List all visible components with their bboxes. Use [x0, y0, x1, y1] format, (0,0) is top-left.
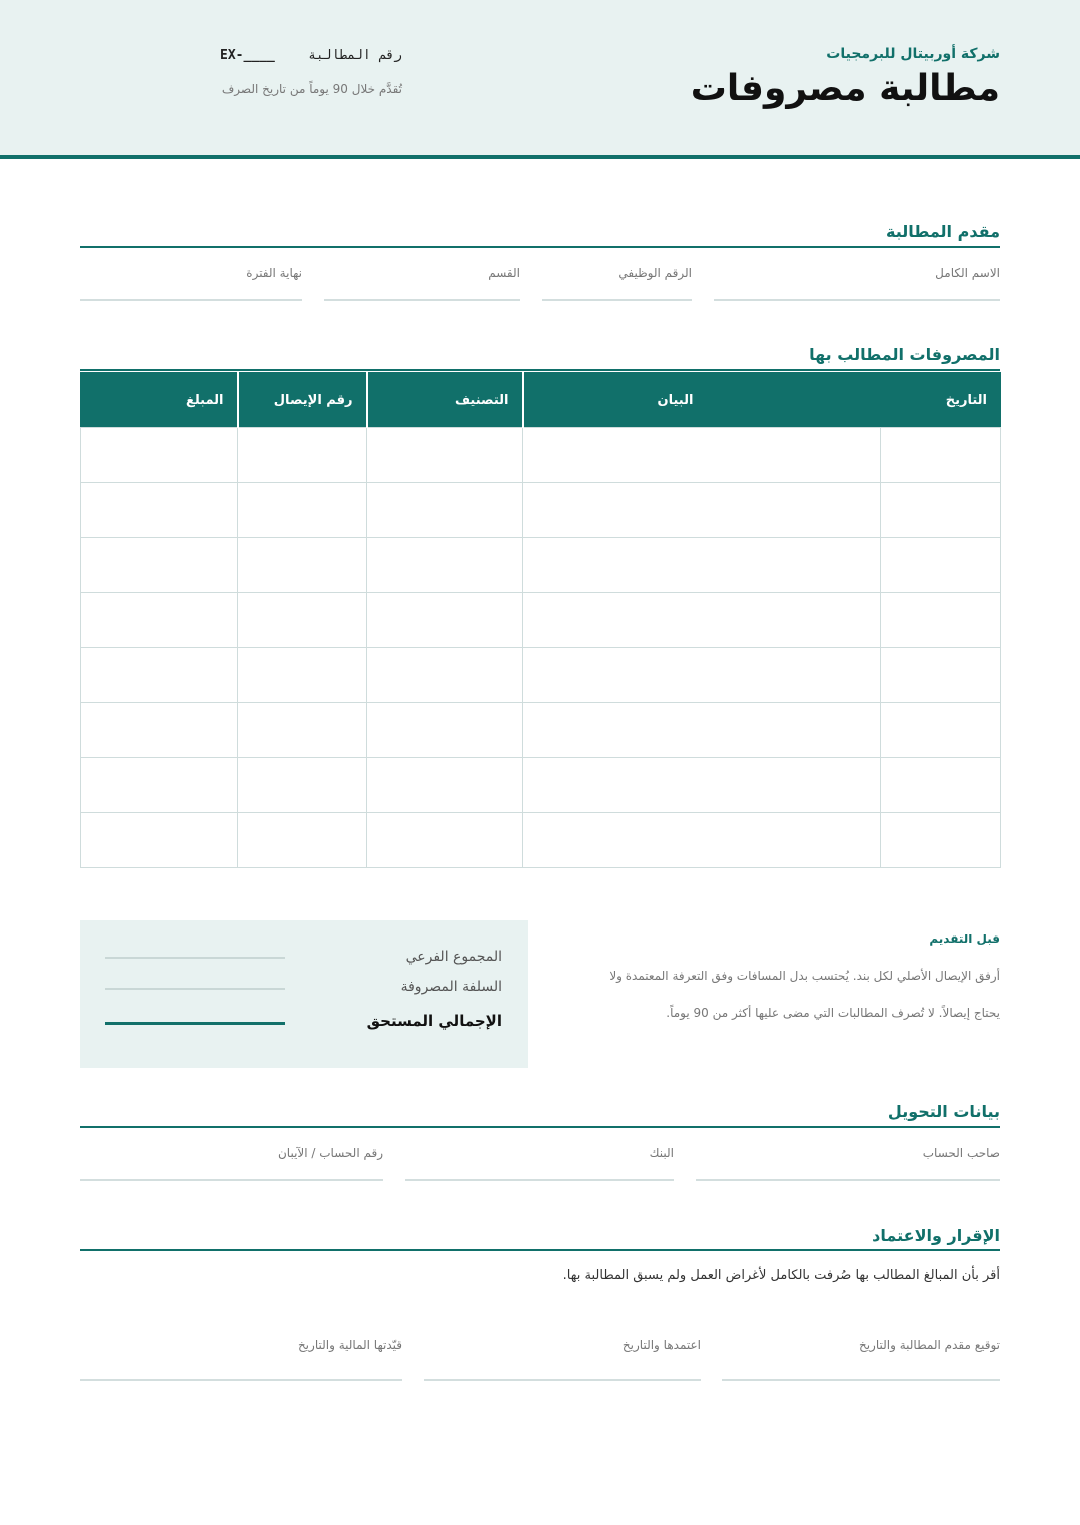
approval-section-title: الإقرار والاعتماد: [872, 1226, 1000, 1245]
transfer-section-title: بيانات التحويل: [887, 1102, 1000, 1121]
employee-id-label: الرقم الوظيفي: [618, 266, 692, 280]
advance-field[interactable]: [105, 988, 285, 990]
receipt-cell[interactable]: [238, 703, 367, 758]
description-cell[interactable]: [523, 483, 881, 538]
date-cell[interactable]: [881, 538, 1001, 593]
table-row: [81, 703, 1001, 758]
table-row: [81, 648, 1001, 703]
claim-number: [220, 48, 402, 63]
date-cell[interactable]: [881, 593, 1001, 648]
description-cell[interactable]: [523, 648, 881, 703]
table-row: [81, 428, 1001, 483]
claim-number-label: رقم المطالبة: [308, 48, 402, 63]
header-rule: [0, 155, 1080, 159]
date-cell[interactable]: [881, 703, 1001, 758]
finance-signature-label: قيّدتها المالية والتاريخ: [297, 1338, 402, 1352]
description-cell[interactable]: [523, 428, 881, 483]
table-row: [81, 758, 1001, 813]
amount-cell[interactable]: [81, 758, 238, 813]
description-cell[interactable]: [523, 813, 881, 868]
date-cell[interactable]: [881, 648, 1001, 703]
period-end-field[interactable]: [80, 266, 302, 301]
receipt-cell[interactable]: [238, 593, 367, 648]
finance-signature-field[interactable]: [80, 1338, 402, 1381]
notes-title: قبل التقديم: [929, 932, 1000, 946]
claimant-section-rule: [80, 246, 1000, 248]
iban-label: رقم الحساب / الآيبان: [277, 1146, 383, 1160]
claimant-signature-label: توقيع مقدم المطالبة والتاريخ: [858, 1338, 1000, 1352]
description-cell[interactable]: [523, 593, 881, 648]
table-row: [81, 538, 1001, 593]
description-cell[interactable]: [523, 703, 881, 758]
page-title: مطالبة مصروفات: [690, 68, 1000, 109]
date-cell[interactable]: [881, 813, 1001, 868]
category-cell[interactable]: [367, 593, 523, 648]
receipt-cell[interactable]: [238, 813, 367, 868]
description-cell[interactable]: [523, 538, 881, 593]
expenses-table: [80, 372, 1001, 868]
category-cell[interactable]: [367, 758, 523, 813]
category-cell[interactable]: [367, 483, 523, 538]
description-cell[interactable]: [523, 758, 881, 813]
submit-note: تُقدَّم خلال 90 يوماً من تاريخ الصرف: [221, 82, 402, 96]
column-header-date: التاريخ: [945, 392, 988, 408]
category-cell[interactable]: [367, 648, 523, 703]
amount-cell[interactable]: [81, 593, 238, 648]
receipt-cell[interactable]: [238, 428, 367, 483]
grand-total-label: الإجمالي المستحق: [366, 1012, 502, 1030]
amount-cell[interactable]: [81, 648, 238, 703]
transfer-section-rule: [80, 1126, 1000, 1128]
approval-section-rule: [80, 1249, 1000, 1251]
table-row: [81, 593, 1001, 648]
advance-label: السلفة المصروفة: [400, 979, 502, 995]
approver-signature-field[interactable]: [424, 1338, 701, 1381]
expenses-section-rule: [80, 369, 1000, 371]
amount-cell[interactable]: [81, 538, 238, 593]
subtotal-label: المجموع الفرعي: [405, 949, 502, 965]
employee-id-field[interactable]: [542, 266, 692, 301]
totals-panel: [80, 920, 528, 1068]
claim-number-value[interactable]: EX-____: [220, 48, 275, 63]
receipt-cell[interactable]: [238, 483, 367, 538]
date-cell[interactable]: [881, 758, 1001, 813]
declaration-text: أقر بأن المبالغ المطالب بها صُرفت بالكامل لأغراض العمل ولم يسبق المطالبة بها.: [562, 1268, 1000, 1283]
table-header-row: [81, 373, 1001, 428]
department-field[interactable]: [324, 266, 520, 301]
claimant-signature-field[interactable]: [722, 1338, 1000, 1381]
receipt-cell[interactable]: [238, 648, 367, 703]
account-holder-field[interactable]: [696, 1146, 1000, 1181]
column-header-category: التصنيف: [367, 373, 523, 428]
category-cell[interactable]: [367, 703, 523, 758]
date-cell[interactable]: [881, 483, 1001, 538]
table-row: [81, 483, 1001, 538]
column-header-amount: المبلغ: [81, 373, 238, 428]
category-cell[interactable]: [367, 428, 523, 483]
table-row: [81, 813, 1001, 868]
amount-cell[interactable]: [81, 428, 238, 483]
period-end-label: نهاية الفترة: [246, 266, 302, 280]
column-header-date-description: [523, 373, 1001, 428]
amount-cell[interactable]: [81, 813, 238, 868]
receipt-cell[interactable]: [238, 758, 367, 813]
iban-field[interactable]: [80, 1146, 383, 1181]
date-cell[interactable]: [881, 428, 1001, 483]
category-cell[interactable]: [367, 538, 523, 593]
bank-field[interactable]: [405, 1146, 674, 1181]
department-label: القسم: [488, 266, 520, 280]
full-name-field[interactable]: [714, 266, 1000, 301]
amount-cell[interactable]: [81, 483, 238, 538]
account-holder-label: صاحب الحساب: [922, 1146, 1000, 1160]
column-header-description: البيان: [657, 393, 694, 408]
bank-label: البنك: [649, 1146, 674, 1160]
category-cell[interactable]: [367, 813, 523, 868]
claimant-section-title: مقدم المطالبة: [885, 222, 1000, 241]
column-header-receipt: رقم الإيصال: [238, 373, 367, 428]
amount-cell[interactable]: [81, 703, 238, 758]
grand-total-field[interactable]: [105, 1022, 285, 1025]
notes-text: أرفق الإيصال الأصلي لكل بند. يُحتسب بدل المسافات وفق التعرفة المعتمدة ولا يحتاج إيصالاً. لا تُصرف المطالبات التي مضى عليها أكثر من 90 يوماً.: [609, 969, 1000, 1020]
expenses-section-title: المصروفات المطالب بها: [809, 345, 1000, 364]
approver-signature-label: اعتمدها والتاريخ: [622, 1338, 701, 1352]
company-name: شركة أوربيتال للبرمجيات: [826, 46, 1000, 62]
receipt-cell[interactable]: [238, 538, 367, 593]
subtotal-field[interactable]: [105, 957, 285, 959]
full-name-label: الاسم الكامل: [935, 266, 1000, 280]
